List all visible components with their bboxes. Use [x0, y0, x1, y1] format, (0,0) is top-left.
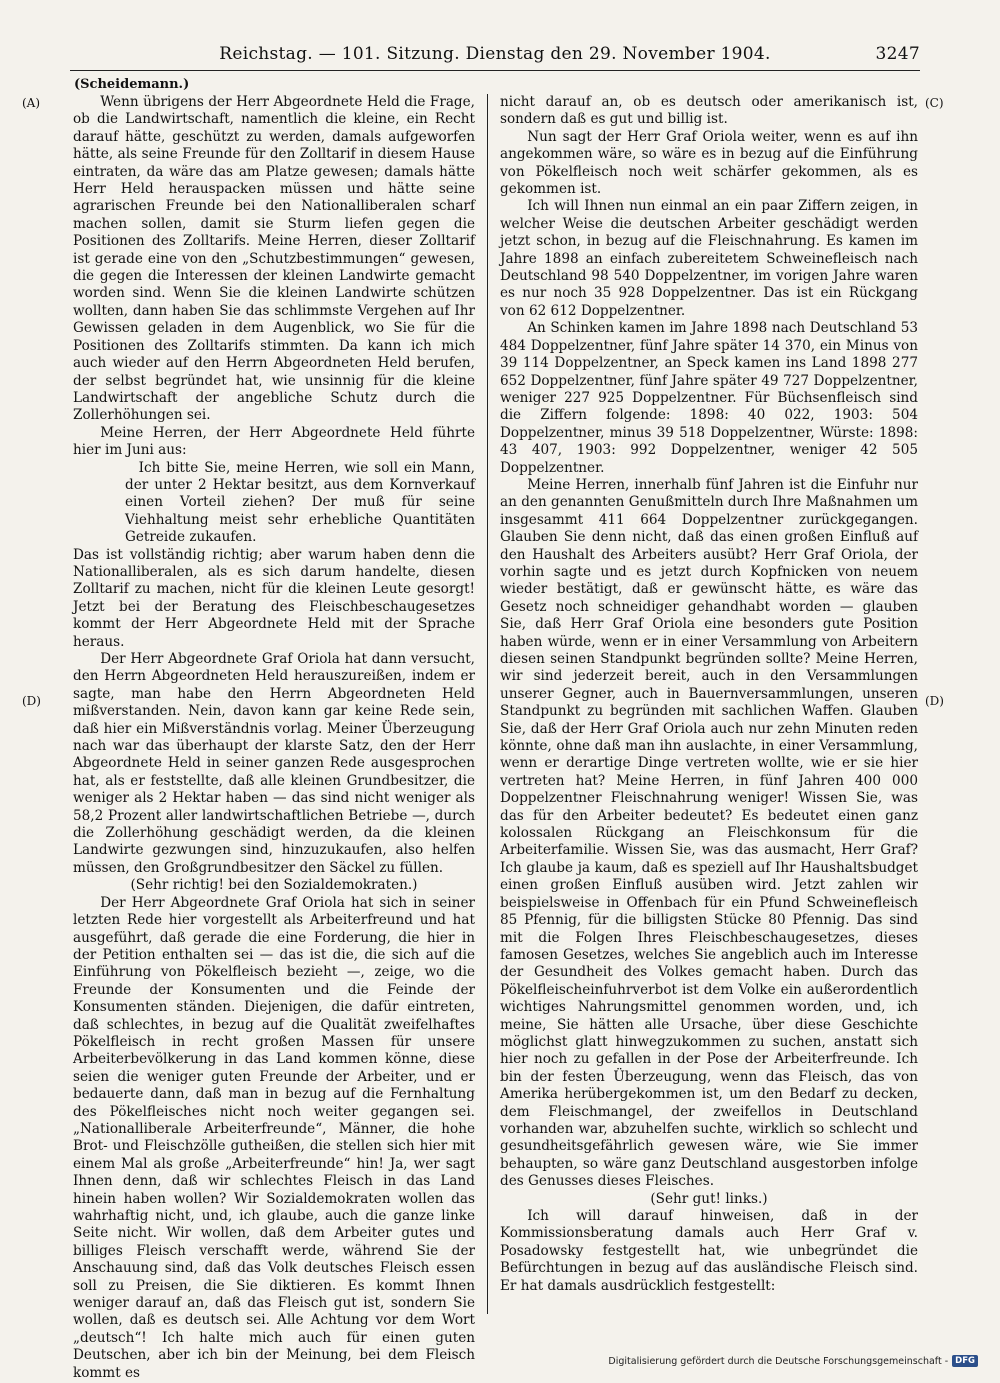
margin-mark-c: (C) [925, 96, 944, 110]
paragraph: Der Herr Abgeordnete Graf Oriola hat dann versucht, den Herrn Abgeordneten Held herauszureißen, indem er sagte, man habe den Herrn Abgeordneten Held mißverstanden. Nein, davon kann gar keine Rede sein, daß hier ein Mißverständnis vorlag. Meiner Überzeugung nach war das überhaupt der klarste Satz, den der Herr Abgeordnete Held in seiner ganzen Rede ausgesprochen hat, als er feststellte, daß alle kleinen Grundbesitzer, die weniger als 2 Hektar haben — das sind nicht weniger als 58,2 Prozent aller landwirtschaftlichen Betriebe —, durch die Zollerhöhung geschädigt werden, da die kleinen Landwirte gezwungen sind, hinzuzukaufen, also helfen müssen, den Großgrundbesitzer den Säckel zu füllen. [73, 651, 475, 876]
margin-mark-a: (A) [22, 96, 41, 110]
paragraph: nicht darauf an, ob es deutsch oder amerikanisch ist, sondern daß es gut und billig ist. [500, 94, 918, 128]
paragraph: Ich will Ihnen nun einmal an ein paar Ziffern zeigen, in welcher Weise die deutschen Arbeiter geschädigt werden jetzt schon, in bezug auf die Fleischnahrung. Es kamen im Jahre 1898 an einfach zubereitetem Schweinefleisch nach Deutschland 98 540 Doppelzentner, im vorigen Jahre waren es nur noch 35 928 Doppelzentner. Das ist ein Rückgang von 62 612 Doppelzentner. [500, 198, 918, 319]
paragraph: Nun sagt der Herr Graf Oriola weiter, wenn es auf ihn angekommen wäre, so wäre es in bezug auf die Einführung von Pökelfleisch noch weit schärfer gekommen, als es gekommen ist. [500, 128, 918, 198]
page-header [70, 44, 920, 68]
header-title: Reichstag. — 101. Sitzung. Dienstag den 29. November 1904. [219, 44, 771, 64]
paragraph: Meine Herren, innerhalb fünf Jahren ist die Einfuhr nur an den genannten Genußmitteln durch Ihre Maßnahmen um insgesammt 411 664 Doppelzentner zurückgegangen. Glauben Sie denn nicht, daß das einen großen Einfluß auf den Haushalt des Arbeiters ausübt? Herr Graf Oriola, der vorhin sagte und es jetzt durch Kopfnicken von neuem wieder bestätigt, daß er gewünscht hätte, es wäre das Gesetz noch schneidiger gehandhabt worden — glauben Sie, daß Herr Graf Oriola eine besonders gute Position haben würde, wenn er in einer Versammlung von Arbeitern diesen seinen Standpunkt begründen sollte? Meine Herren, wir sind jederzeit bereit, auch in den Versammlungen unserer Gegner, auch in Bauernversammlungen, unseren Standpunkt zu begründen mit sachlichen Waffen. Glauben Sie, daß der Herr Graf Oriola auch nur zehn Minuten reden könnte, ohne daß man ihn auslachte, in einer Versammlung, wenn er derartige Dinge vertreten wollte, wie er sie hier vertreten hat? Meine Herren, in fünf Jahren 400 000 Doppelzentner Fleischnahrung weniger! Wissen Sie, was das für den Arbeiter bedeutet? Es bedeutet einen ganz kolossalen Rückgang an Fleischkonsum für die Arbeiterfamilie. Wissen Sie, was das ausmacht, Herr Graf? Ich glaube ja kaum, daß es speziell auf Ihr Haushaltsbudget einen großen Einfluß ausüben wird. Jetzt zahlen wir beispielsweise in Offenbach für ein Pfund Schweinefleisch 85 Pfennig, für die billigsten Stücke 80 Pfennig. Das sind mit die Folgen Ihres Fleischbeschaugesetzes, dieses famosen Gesetzes, welches Sie angeblich auch im Interesse der Gesundheit des Volkes gemacht haben. Durch das Pökelfleischeinfuhrverbot ist dem Volke ein außerordentlich wichtiges Nahrungsmittel genommen worden, und, ich meine, Sie hätten alle Ursache, über diese Geschichte möglichst glatt hinwegzukommen zu suchen, anstatt sich hier noch zu gefallen in der Pose der Arbeiterfreunde. Ich bin der festen Überzeugung, wenn das Fleisch, das von Amerika herübergekommen ist, um den Bedarf zu decken, dem Fleischmangel, der zweifellos in Deutschland vorhanden war, abzuhelfen suchte, wirklich so schlecht und gesundheitsgefährlich gewesen wäre, wie Sie immer behaupten, so wäre ganz Deutschland ausgestorben infolge des Genusses dieses Fleisches. [500, 476, 918, 1190]
block-quote [125, 460, 475, 547]
column-divider [487, 94, 488, 1314]
footer [608, 1355, 978, 1367]
margin-mark-d-right: (D) [925, 694, 944, 708]
paragraph: Ich will darauf hinweisen, daß in der Kommissionsberatung damals auch Herr Graf v. Posadowsky festgestellt hat, wie unbegründet die Befürchtungen in bezug auf das ausländische Fleisch sind. Er hat damals ausdrücklich festgestellt: [500, 1208, 918, 1294]
paragraph: Wenn übrigens der Herr Abgeordnete Held die Frage, ob die Landwirtschaft, namentlich die kleine, ein Recht darauf hätte, geschützt zu werden, damals aufgeworfen hätte, als seine Freunde für den Zolltarif in diesem Hause eintraten, da wäre das am Platze gewesen; damals hätte Herr Held herauspacken müssen und hätte seine agrarischen Freunde bei den Nationalliberalen scharf machen sollen, damit sie Sturm liefen gegen die Positionen des Zolltarifs. Meine Herren, dieser Zolltarif ist gerade eine von den „Schutzbestimmungen“ gewesen, die gegen die Interessen der kleinen Landwirte gemacht worden sind. Wenn Sie die kleinen Landwirte schützen wollten, dann haben Sie das schlimmste Vergehen auf Ihr Gewissen geladen in dem Augenblick, wo Sie für die Positionen des Zolltarifs stimmten. Da kann ich mich auch wieder auf den Herrn Abgeordneten Held berufen, der selbst begründet hat, wie unsinnig für die kleine Landwirtschaft der angebliche Schutz durch die Zollerhöhungen sei. [73, 94, 475, 424]
paragraph: Meine Herren, der Herr Abgeordnete Held führte hier im Juni aus: [73, 424, 475, 459]
margin-mark-d-left: (D) [22, 694, 41, 708]
speaker-label: (Scheidemann.) [74, 77, 190, 92]
paragraph: Das ist vollständig richtig; aber warum haben denn die Nationalliberalen, als es sich darum handelte, diesen Zolltarif zu machen, nicht für die kleinen Leute gesorgt! Jetzt bei der Beratung des Fleischbeschaugesetzes kommt der Herr Abgeordnete Held mit der Sprache heraus. [73, 546, 475, 650]
paragraph: An Schinken kamen im Jahre 1898 nach Deutschland 53 484 Doppelzentner, fünf Jahre später 14 370, ein Minus von 39 114 Doppelzentner, an Speck kamen ins Land 1898 277 652 Doppelzentner, fünf Jahre später 49 727 Doppelzentner, weniger 227 925 Doppelzentner. Für Büchsenfleisch sind die Ziffern folgende: 1898: 40 022, 1903: 504 Doppelzentner, minus 39 518 Doppelzentner, Würste: 1898: 43 407, 1903: 992 Doppelzentner, weniger 42 505 Doppelzentner. [500, 320, 918, 476]
header-rule [70, 70, 920, 71]
right-column [500, 94, 918, 1304]
page-number: 3247 [875, 44, 920, 64]
dfg-logo: DFG [952, 1355, 978, 1367]
interjection: (Sehr richtig! bei den Sozialdemokraten.) [130, 877, 418, 894]
left-column [73, 94, 475, 1381]
quote-text: Ich bitte Sie, meine Herren, wie soll ein Mann, der unter 2 Hektar besitzt, aus dem Kornverkauf einen Vorteil ziehen? Der muß für seine Viehhaltung meist sehr erhebliche Quantitäten Getreide zukaufen. [125, 459, 475, 546]
interjection: (Sehr gut! links.) [650, 1190, 768, 1207]
paragraph: Der Herr Abgeordnete Graf Oriola hat sich in seiner letzten Rede hier vorgestellt als Arbeiterfreund und hat ausgeführt, daß gerade die eine Forderung, die hier in der Petition enthalten sei — das ist die, die sich auf die Einführung von Pökelfleisch bezieht —, zeige, wo die Freunde der Konsumenten und die Feinde der Konsumenten ständen. Diejenigen, die dafür eintreten, daß schlechtes, in bezug auf die Qualität zweifelhaftes Pökelfleisch in recht großen Massen für unsere Arbeiterbevölkerung in das Land kommen könne, diese seien die weniger guten Freunde der Arbeiter, und er bedauerte dann, daß man in bezug auf die Fernhaltung des Pökelfleisches nicht noch weiter gegangen sei. „Nationalliberale Arbeiterfreunde“, Männer, die hohe Brot- und Fleischzölle gutheißen, die stellen sich hier mit einem Mal als große „Arbeiterfreunde“ hin! Ja, wer sagt Ihnen denn, daß wir schlechtes Fleisch in das Land hinein haben wollen? Wir Sozialdemokraten wollen das wahrhaftig nicht, und, ich glaube, auch die ganze linke Seite nicht. Wir wollen, daß dem Arbeiter gutes und billiges Fleisch verschafft werde, während Sie der Anschauung sind, daß das Volk deutsches Fleisch essen soll zu Preisen, die Sie diktieren. Es kommt Ihnen weniger darauf an, daß das Fleisch gut ist, sondern Sie wollen, daß es deutsch sei. Alle Achtung vor dem Wort „deutsch“! Ich halte mich auch für einen guten Deutschen, aber ich bin der Meinung, bei dem Fleisch kommt es [73, 894, 475, 1381]
footer-text: Digitalisierung gefördert durch die Deutsche Forschungsgemeinschaft - [608, 1355, 949, 1367]
